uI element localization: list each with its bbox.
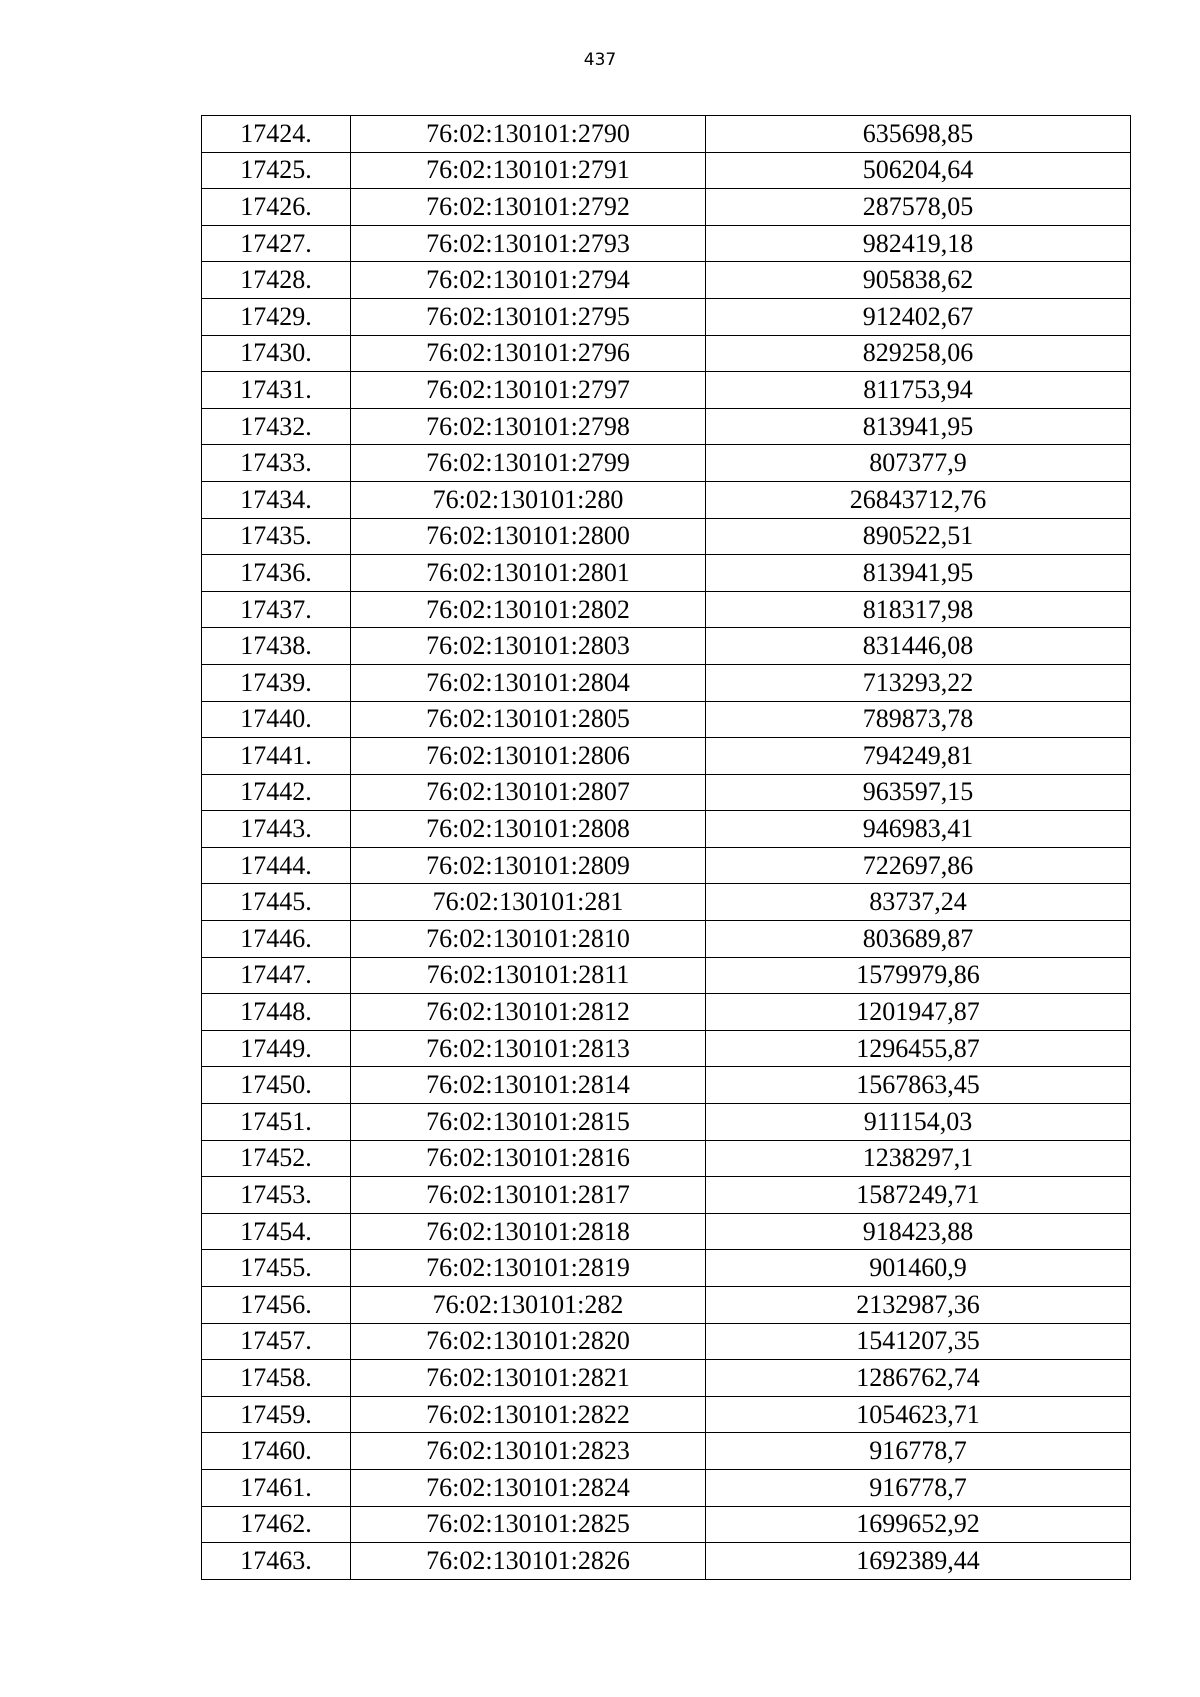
cadastral-number-cell: 76:02:130101:2803 — [351, 628, 706, 665]
cadastral-number-cell: 76:02:130101:282 — [351, 1287, 706, 1324]
table-row — [202, 774, 1131, 811]
cadastral-value-cell: 1692389,44 — [706, 1543, 1131, 1580]
row-number-cell: 17446. — [202, 921, 351, 958]
cadastral-value-cell: 635698,85 — [706, 116, 1131, 153]
table-row — [202, 152, 1131, 189]
cadastral-number-cell: 76:02:130101:2808 — [351, 811, 706, 848]
row-number-cell: 17432. — [202, 408, 351, 445]
row-number-cell: 17448. — [202, 994, 351, 1031]
row-number-cell: 17451. — [202, 1104, 351, 1141]
cadastral-number-cell: 76:02:130101:2791 — [351, 152, 706, 189]
row-number-cell: 17450. — [202, 1067, 351, 1104]
cadastral-value-cell: 1699652,92 — [706, 1506, 1131, 1543]
cadastral-number-cell: 76:02:130101:2797 — [351, 372, 706, 409]
cadastral-value-cell: 1238297,1 — [706, 1140, 1131, 1177]
cadastral-number-cell: 76:02:130101:2819 — [351, 1250, 706, 1287]
table-body — [202, 116, 1131, 1580]
row-number-cell: 17463. — [202, 1543, 351, 1580]
table-row — [202, 408, 1131, 445]
row-number-cell: 17443. — [202, 811, 351, 848]
table-row — [202, 262, 1131, 299]
cadastral-value-cell: 287578,05 — [706, 189, 1131, 226]
table-row — [202, 372, 1131, 409]
row-number-cell: 17459. — [202, 1396, 351, 1433]
table-row — [202, 298, 1131, 335]
cadastral-number-cell: 76:02:130101:2816 — [351, 1140, 706, 1177]
cadastral-value-cell: 890522,51 — [706, 518, 1131, 555]
cadastral-number-cell: 76:02:130101:281 — [351, 884, 706, 921]
cadastral-number-cell: 76:02:130101:2814 — [351, 1067, 706, 1104]
table-row — [202, 445, 1131, 482]
table-row — [202, 1287, 1131, 1324]
cadastral-number-cell: 76:02:130101:2796 — [351, 335, 706, 372]
table-row — [202, 555, 1131, 592]
cadastral-number-cell: 76:02:130101:2800 — [351, 518, 706, 555]
cadastral-value-cell: 811753,94 — [706, 372, 1131, 409]
row-number-cell: 17462. — [202, 1506, 351, 1543]
cadastral-value-cell: 506204,64 — [706, 152, 1131, 189]
cadastral-number-cell: 76:02:130101:2812 — [351, 994, 706, 1031]
row-number-cell: 17424. — [202, 116, 351, 153]
row-number-cell: 17428. — [202, 262, 351, 299]
cadastral-value-cell: 713293,22 — [706, 664, 1131, 701]
table-row — [202, 884, 1131, 921]
cadastral-value-cell: 1201947,87 — [706, 994, 1131, 1031]
cadastral-value-cell: 26843712,76 — [706, 481, 1131, 518]
row-number-cell: 17440. — [202, 701, 351, 738]
cadastral-number-cell: 76:02:130101:2802 — [351, 591, 706, 628]
cadastral-number-cell: 76:02:130101:2804 — [351, 664, 706, 701]
row-number-cell: 17429. — [202, 298, 351, 335]
table-row — [202, 1396, 1131, 1433]
row-number-cell: 17439. — [202, 664, 351, 701]
cadastral-value-table — [201, 115, 1131, 1580]
cadastral-value-cell: 83737,24 — [706, 884, 1131, 921]
table-row — [202, 591, 1131, 628]
cadastral-value-cell: 813941,95 — [706, 555, 1131, 592]
cadastral-value-cell: 912402,67 — [706, 298, 1131, 335]
cadastral-value-cell: 813941,95 — [706, 408, 1131, 445]
row-number-cell: 17435. — [202, 518, 351, 555]
table-row — [202, 518, 1131, 555]
table-row — [202, 116, 1131, 153]
table-row — [202, 738, 1131, 775]
cadastral-number-cell: 76:02:130101:2795 — [351, 298, 706, 335]
cadastral-number-cell: 76:02:130101:2806 — [351, 738, 706, 775]
table-row — [202, 1213, 1131, 1250]
row-number-cell: 17433. — [202, 445, 351, 482]
table-row — [202, 481, 1131, 518]
cadastral-number-cell: 76:02:130101:2794 — [351, 262, 706, 299]
row-number-cell: 17425. — [202, 152, 351, 189]
cadastral-value-cell: 1286762,74 — [706, 1360, 1131, 1397]
cadastral-value-cell: 916778,7 — [706, 1469, 1131, 1506]
cadastral-number-cell: 76:02:130101:2824 — [351, 1469, 706, 1506]
row-number-cell: 17457. — [202, 1323, 351, 1360]
row-number-cell: 17461. — [202, 1469, 351, 1506]
cadastral-value-cell: 911154,03 — [706, 1104, 1131, 1141]
cadastral-number-cell: 76:02:130101:2793 — [351, 225, 706, 262]
row-number-cell: 17449. — [202, 1030, 351, 1067]
cadastral-number-cell: 76:02:130101:2801 — [351, 555, 706, 592]
row-number-cell: 17456. — [202, 1287, 351, 1324]
cadastral-value-cell: 829258,06 — [706, 335, 1131, 372]
table-row — [202, 1140, 1131, 1177]
cadastral-value-cell: 831446,08 — [706, 628, 1131, 665]
row-number-cell: 17434. — [202, 481, 351, 518]
row-number-cell: 17455. — [202, 1250, 351, 1287]
cadastral-value-cell: 982419,18 — [706, 225, 1131, 262]
cadastral-number-cell: 76:02:130101:2823 — [351, 1433, 706, 1470]
cadastral-value-cell: 722697,86 — [706, 847, 1131, 884]
page-number: 437 — [583, 50, 617, 70]
cadastral-number-cell: 76:02:130101:2817 — [351, 1177, 706, 1214]
row-number-cell: 17454. — [202, 1213, 351, 1250]
table-row — [202, 994, 1131, 1031]
table-row — [202, 1067, 1131, 1104]
cadastral-number-cell: 76:02:130101:2792 — [351, 189, 706, 226]
table-row — [202, 189, 1131, 226]
cadastral-value-cell: 916778,7 — [706, 1433, 1131, 1470]
cadastral-number-cell: 76:02:130101:2826 — [351, 1543, 706, 1580]
cadastral-number-cell: 76:02:130101:2790 — [351, 116, 706, 153]
cadastral-number-cell: 76:02:130101:2815 — [351, 1104, 706, 1141]
table-row — [202, 921, 1131, 958]
row-number-cell: 17426. — [202, 189, 351, 226]
row-number-cell: 17458. — [202, 1360, 351, 1397]
cadastral-value-cell: 918423,88 — [706, 1213, 1131, 1250]
table-row — [202, 1104, 1131, 1141]
table-row — [202, 335, 1131, 372]
cadastral-value-cell: 1541207,35 — [706, 1323, 1131, 1360]
table-row — [202, 1360, 1131, 1397]
cadastral-value-cell: 803689,87 — [706, 921, 1131, 958]
row-number-cell: 17444. — [202, 847, 351, 884]
cadastral-value-cell: 1579979,86 — [706, 957, 1131, 994]
cadastral-value-cell: 905838,62 — [706, 262, 1131, 299]
row-number-cell: 17438. — [202, 628, 351, 665]
table-row — [202, 628, 1131, 665]
row-number-cell: 17447. — [202, 957, 351, 994]
row-number-cell: 17453. — [202, 1177, 351, 1214]
cadastral-value-cell: 1054623,71 — [706, 1396, 1131, 1433]
cadastral-value-cell: 1567863,45 — [706, 1067, 1131, 1104]
row-number-cell: 17436. — [202, 555, 351, 592]
cadastral-value-cell: 807377,9 — [706, 445, 1131, 482]
cadastral-value-cell: 1587249,71 — [706, 1177, 1131, 1214]
table-row — [202, 1250, 1131, 1287]
row-number-cell: 17427. — [202, 225, 351, 262]
cadastral-number-cell: 76:02:130101:2822 — [351, 1396, 706, 1433]
cadastral-value-cell: 946983,41 — [706, 811, 1131, 848]
row-number-cell: 17430. — [202, 335, 351, 372]
table-row — [202, 664, 1131, 701]
table-row — [202, 225, 1131, 262]
table-row — [202, 957, 1131, 994]
row-number-cell: 17460. — [202, 1433, 351, 1470]
table-row — [202, 1433, 1131, 1470]
table-row — [202, 1506, 1131, 1543]
row-number-cell: 17431. — [202, 372, 351, 409]
row-number-cell: 17442. — [202, 774, 351, 811]
cadastral-number-cell: 76:02:130101:2810 — [351, 921, 706, 958]
cadastral-number-cell: 76:02:130101:2805 — [351, 701, 706, 738]
cadastral-number-cell: 76:02:130101:2813 — [351, 1030, 706, 1067]
row-number-cell: 17452. — [202, 1140, 351, 1177]
cadastral-number-cell: 76:02:130101:2799 — [351, 445, 706, 482]
cadastral-value-cell: 794249,81 — [706, 738, 1131, 775]
cadastral-number-cell: 76:02:130101:2820 — [351, 1323, 706, 1360]
cadastral-number-cell: 76:02:130101:2807 — [351, 774, 706, 811]
cadastral-number-cell: 76:02:130101:2818 — [351, 1213, 706, 1250]
cadastral-value-cell: 1296455,87 — [706, 1030, 1131, 1067]
row-number-cell: 17445. — [202, 884, 351, 921]
cadastral-number-cell: 76:02:130101:2825 — [351, 1506, 706, 1543]
cadastral-value-cell: 901460,9 — [706, 1250, 1131, 1287]
cadastral-value-cell: 818317,98 — [706, 591, 1131, 628]
cadastral-number-cell: 76:02:130101:2798 — [351, 408, 706, 445]
row-number-cell: 17441. — [202, 738, 351, 775]
table-row — [202, 1543, 1131, 1580]
table-row — [202, 1469, 1131, 1506]
table-row — [202, 811, 1131, 848]
cadastral-value-cell: 2132987,36 — [706, 1287, 1131, 1324]
table-row — [202, 1323, 1131, 1360]
table-row — [202, 847, 1131, 884]
table-row — [202, 701, 1131, 738]
cadastral-number-cell: 76:02:130101:280 — [351, 481, 706, 518]
cadastral-value-cell: 789873,78 — [706, 701, 1131, 738]
cadastral-number-cell: 76:02:130101:2811 — [351, 957, 706, 994]
cadastral-number-cell: 76:02:130101:2821 — [351, 1360, 706, 1397]
cadastral-number-cell: 76:02:130101:2809 — [351, 847, 706, 884]
table-row — [202, 1177, 1131, 1214]
cadastral-value-cell: 963597,15 — [706, 774, 1131, 811]
row-number-cell: 17437. — [202, 591, 351, 628]
table-row — [202, 1030, 1131, 1067]
